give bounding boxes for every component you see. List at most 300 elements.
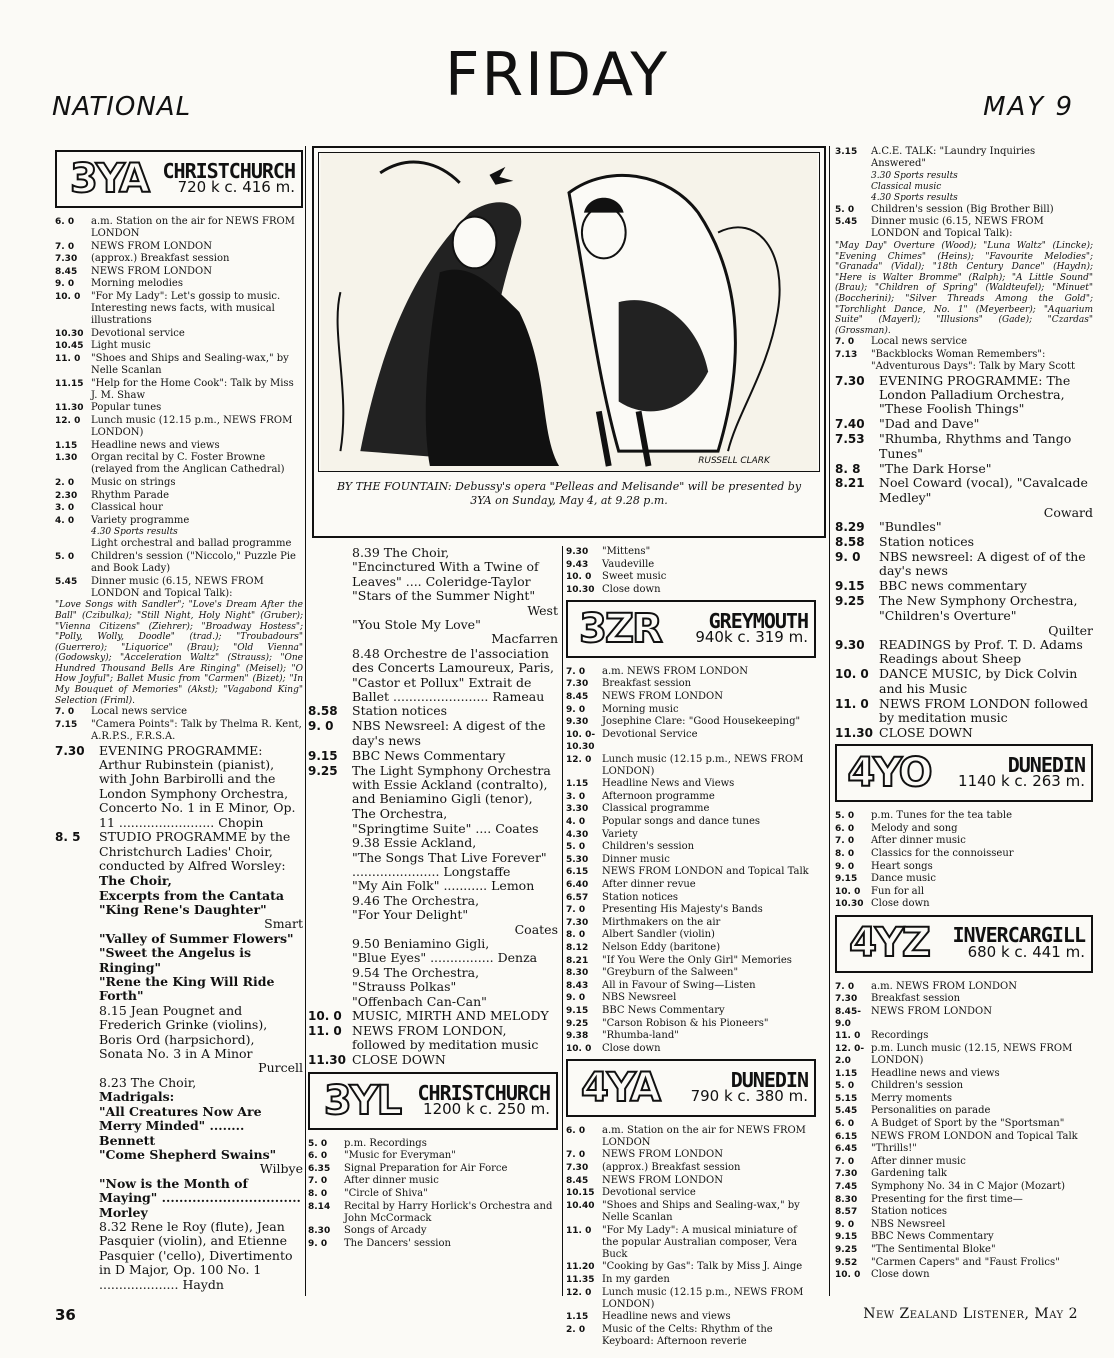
- entry-time: 11.30: [55, 403, 84, 414]
- entry-text: Devotional service: [91, 327, 185, 339]
- entry-time: 6. 0: [55, 217, 75, 227]
- entry-text: "Thrills!": [871, 1143, 917, 1155]
- schedule-entry: [566, 1149, 816, 1161]
- programme-item: Wilbye: [259, 1161, 303, 1177]
- station-frequency: 790 k c. 380 m.: [690, 1086, 808, 1105]
- fountain-drawing: [319, 153, 819, 471]
- schedule-entry: [835, 1168, 1093, 1180]
- entry-text: Dinner music: [602, 853, 670, 865]
- entry-time: 8.58: [308, 704, 338, 719]
- entry-time: 10.30: [566, 584, 595, 595]
- entry-text: A Budget of Sport by the "Sportsman": [871, 1118, 1065, 1130]
- schedule-entry: [566, 1125, 816, 1149]
- sub-entry: 3.30 Sports results: [871, 170, 958, 181]
- schedule-entry: [55, 353, 303, 377]
- entry-time: 11. 0: [566, 1225, 592, 1236]
- programme-item: "Sweet the Angelus is Ringing": [99, 945, 251, 975]
- programme-item: Coates: [514, 921, 558, 937]
- programme-item: "For Your Delight": [352, 907, 469, 923]
- schedule-entry: [835, 1030, 1093, 1042]
- schedule-entry: [566, 955, 816, 967]
- entry-time: 7.45: [835, 1182, 858, 1192]
- entry-text: NEWS FROM LONDON: [602, 691, 723, 703]
- entry-text: BBC News Commentary: [602, 1004, 725, 1016]
- schedule-entry: [566, 571, 816, 583]
- entry-time: 6. 0: [566, 1125, 586, 1136]
- entry-time: 7. 0: [566, 1150, 586, 1161]
- entry-time: 5. 0: [835, 204, 855, 215]
- schedule-entry: [835, 848, 1093, 860]
- entry-text: Close down: [602, 583, 661, 595]
- entry-time: 11. 0: [55, 354, 81, 365]
- schedule-entry: [566, 879, 816, 891]
- programme-item: "All Creatures Now Are Merry Minded" ........ Bennett: [99, 1103, 262, 1148]
- entry-text: The Dancers' session: [344, 1237, 451, 1249]
- entry-text: "Bundles": [879, 519, 942, 535]
- entry-text: Dinner music (6.15, NEWS FROM LONDON and Topical Talk):: [91, 575, 264, 599]
- programme-item: Purcell: [258, 1060, 303, 1076]
- entry-time: 7.30: [55, 743, 85, 758]
- programme-item: "Stars of the Summer Night": [352, 588, 536, 604]
- schedule-entry: [835, 667, 1093, 696]
- programme-item: "Come Shepherd Swains": [99, 1146, 277, 1162]
- schedule-entry: [55, 538, 303, 550]
- column-rule: [829, 146, 830, 1296]
- programme-item: 8.15 Jean Pougnet and Frederich Grinke (violins), Boris Ord (harpsichord),: [99, 1002, 268, 1047]
- entry-text: Variety: [602, 828, 638, 840]
- column-3ya-continued: [308, 546, 558, 1250]
- schedule-entry: [835, 993, 1093, 1005]
- entry-time: 8. 8: [835, 461, 861, 476]
- schedule-entry: [566, 546, 816, 558]
- entry-text: EVENING PROGRAMME: Arthur Rubinstein (pianist), with John Barbirolli and the London Symphony Orchestra, Concerto No. 1 in E Minor, Op. 11 ........................ Chopin: [99, 742, 296, 830]
- schedule-entry: [55, 241, 303, 253]
- entry-text: Devotional service: [602, 1187, 696, 1199]
- schedule-entry: [566, 854, 816, 866]
- entry-time: 10. 0: [835, 1270, 861, 1281]
- entry-text: After dinner music: [871, 835, 966, 847]
- entry-time: 5.45: [835, 217, 858, 228]
- schedule-entry: [835, 1131, 1093, 1143]
- schedule-entry: [566, 967, 816, 979]
- entry-text: CLOSE DOWN: [352, 1052, 446, 1068]
- entry-text: Recordings: [871, 1030, 929, 1042]
- composer-credit: Coward: [1043, 504, 1093, 520]
- schedule-entry: [835, 1006, 1093, 1030]
- entry-text: After dinner music: [344, 1175, 439, 1187]
- entry-text: NBS Newsreel: A digest of the day's news: [352, 718, 546, 748]
- schedule-entry: [308, 749, 558, 763]
- schedule-entry: [835, 861, 1093, 873]
- entry-text: Sweet music: [602, 571, 667, 583]
- entry-text: Station notices: [879, 534, 975, 550]
- schedule-entry: [835, 336, 1093, 348]
- schedule-entry: [566, 1005, 816, 1017]
- entry-text: Personalities on parade: [871, 1105, 991, 1117]
- schedule-entry: [835, 520, 1093, 534]
- entry-text: Popular songs and dance tunes: [602, 816, 761, 827]
- programme-item: 8.48 Orchestre de l'association des Concerts Lamoureux, Paris,: [352, 645, 554, 676]
- entry-text: The New Symphony Orchestra, "Children's Overture": [879, 593, 1078, 623]
- schedule-entry: [566, 841, 816, 853]
- schedule-entry: [308, 1225, 558, 1237]
- entry-text: After dinner music: [871, 1155, 966, 1167]
- schedule-entry: [566, 778, 816, 790]
- illustration-caption: BY THE FOUNTAIN: Debussy's opera "Pelleas and Melisande" will be presented by 3YA on Sunday, May 4, at 9.28 p.m.: [336, 480, 802, 507]
- entry-text: Headline news and views: [871, 1067, 1000, 1079]
- schedule-entry: [566, 559, 816, 571]
- entry-text: Heart songs: [871, 860, 933, 872]
- schedule-entry: [55, 576, 303, 600]
- entry-time: 9.25: [835, 1244, 858, 1255]
- entry-time: 11. 0: [835, 1031, 861, 1042]
- entry-time: 9.38: [566, 1031, 589, 1042]
- programme-item: West: [527, 602, 558, 618]
- entry-text: In my garden: [602, 1273, 670, 1285]
- schedule-entry: [835, 1244, 1093, 1256]
- entry-text: Mirthmakers on the air: [602, 916, 721, 928]
- sub-entry: 4.30 Sports results: [871, 192, 958, 203]
- station-frequency: 720 k c. 416 m.: [177, 178, 295, 196]
- entry-text: a.m. NEWS FROM LONDON: [602, 665, 748, 677]
- schedule-entry: [566, 1274, 816, 1286]
- schedule-entry: [835, 726, 1093, 740]
- entry-text: Children's session (Big Brother Bill): [871, 203, 1054, 215]
- schedule-entry: [55, 744, 303, 830]
- entry-time: 11.30: [308, 1053, 346, 1068]
- schedule-entry: [835, 417, 1093, 431]
- schedule-entry: [835, 374, 1093, 417]
- entry-text: "Carmen Capers" and "Faust Frolics": [871, 1256, 1060, 1268]
- entry-text: Signal Preparation for Air Force: [344, 1162, 508, 1174]
- entry-time: 6.40: [566, 879, 589, 890]
- entry-text: "Music for Everyman": [344, 1150, 456, 1162]
- entry-time: 7.53: [835, 432, 865, 447]
- entry-text: a.m. Station on the air for NEWS FROM LONDON: [91, 216, 295, 240]
- entry-time: 2. 0: [566, 1324, 586, 1335]
- entry-time: 9. 0: [835, 861, 855, 872]
- entry-text: Rhythm Parade: [91, 489, 170, 501]
- programme-item: The Orchestra,: [352, 806, 448, 822]
- entry-text: "For My Lady": Let's gossip to music. Interesting news facts, with musical illustrations: [91, 291, 281, 327]
- entry-time: 6.15: [835, 1131, 858, 1142]
- schedule-entry: [566, 1200, 816, 1224]
- schedule-entry: [566, 704, 816, 716]
- programme-item: "Castor et Pollux" Extrait de Ballet ........................ Rameau: [352, 674, 545, 705]
- entry-text: Lunch music (12.15 p.m., NEWS FROM LONDON): [91, 415, 293, 439]
- programme-item: "The Songs That Live Forever" ...................... Longstaffe: [352, 849, 547, 879]
- entry-time: 12. 0: [55, 416, 81, 426]
- entry-time: 9.30: [566, 547, 589, 557]
- entry-time: 5.45: [55, 576, 78, 587]
- entry-time: 3.15: [835, 147, 858, 157]
- schedule-entry: [566, 729, 816, 753]
- schedule-entry: [566, 803, 816, 815]
- entry-text: Classical hour: [91, 502, 163, 514]
- entry-text: Local news service: [91, 706, 188, 718]
- schedule-entry: [835, 898, 1093, 910]
- entry-time: 7.15: [55, 719, 78, 730]
- schedule-entry: [308, 1138, 558, 1150]
- entry-time: 6.15: [566, 867, 589, 878]
- entry-text: NBS newsreel: A digest of of the day's news: [879, 548, 1086, 579]
- entry-text: Station notices: [602, 891, 679, 903]
- entry-time: 9.43: [566, 559, 589, 570]
- programme-item: Sonata No. 3 in A Minor: [99, 1046, 253, 1062]
- entry-text: All in Favour of Swing—Listen: [602, 979, 756, 991]
- entry-time: 8.14: [308, 1201, 331, 1212]
- schedule-entry: [566, 1175, 816, 1187]
- schedule-entry: [308, 1163, 558, 1175]
- entry-time: 7.30: [566, 679, 589, 690]
- entry-text: Classics for the connoisseur: [871, 848, 1014, 860]
- station-city: CHRISTCHURCH: [162, 158, 295, 183]
- entry-text: Station notices: [871, 1206, 948, 1218]
- entry-text: BBC News Commentary: [871, 1231, 994, 1243]
- illustration-box: [312, 146, 826, 538]
- entry-text: "Rhumba, Rhythms and Tango Tunes": [879, 431, 1072, 461]
- entry-text: Children's session: [602, 841, 695, 853]
- entry-time: 10.30: [55, 328, 84, 339]
- entry-time: 8.21: [566, 955, 589, 966]
- schedule-entry: [55, 291, 303, 327]
- schedule-entry: [308, 1188, 558, 1200]
- entry-time: 7. 0: [835, 337, 855, 348]
- entry-text: The Light Symphony Orchestra with Essie Ackland (contralto), and Beniamino Gigli (tenor),: [352, 762, 551, 807]
- entry-text: "Rhumba-land": [602, 1030, 679, 1042]
- station-city: CHRISTCHURCH: [417, 1080, 550, 1105]
- schedule-entry: [835, 579, 1093, 593]
- schedule-entry: [835, 204, 1093, 216]
- schedule-entry: [835, 1194, 1093, 1206]
- station-callsign: 4YA: [581, 1064, 659, 1111]
- entry-time: 1.30: [55, 453, 78, 464]
- schedule-entry: [308, 1238, 558, 1250]
- header-section: NATIONAL: [52, 92, 192, 122]
- schedule-entry: [835, 1219, 1093, 1231]
- entry-time: 7. 0: [55, 707, 75, 718]
- entry-time: 7.30: [835, 373, 865, 388]
- entry-time: 9.15: [835, 579, 865, 594]
- entry-text: Morning music: [602, 703, 679, 715]
- entry-text: NBS Newsreel: [871, 1218, 946, 1230]
- schedule-entry: [308, 1201, 558, 1225]
- entry-text: NEWS FROM LONDON, followed by meditation music: [352, 1022, 539, 1053]
- entry-time: 8.30: [308, 1226, 331, 1237]
- entry-time: 10.15: [566, 1188, 595, 1199]
- station-city: INVERCARGILL: [952, 923, 1085, 948]
- schedule-entry: [55, 551, 303, 575]
- entry-time: 9. 0: [566, 993, 586, 1004]
- schedule-entry: [566, 1287, 816, 1311]
- publication-footer: New Zealand Listener, May 2: [863, 1306, 1078, 1322]
- entry-time: 8.29: [835, 520, 865, 535]
- entry-time: 10. 0: [566, 572, 592, 583]
- station-banner-3yl: [308, 1072, 558, 1130]
- entry-time: 5.15: [835, 1093, 858, 1104]
- schedule-entry: [566, 992, 816, 1004]
- schedule-entry: [55, 830, 303, 873]
- entry-text: NEWS FROM LONDON followed by meditation music: [879, 695, 1088, 725]
- entry-text: Presenting His Majesty's Bands: [602, 904, 763, 916]
- schedule-entry: [55, 502, 303, 514]
- schedule-entry: [55, 477, 303, 489]
- entry-text: Headline news and views: [602, 1311, 731, 1323]
- entry-text: Close down: [871, 1269, 930, 1281]
- schedule-entry: [835, 349, 1093, 373]
- schedule-entry: [835, 1257, 1093, 1269]
- column-rule: [305, 146, 306, 1296]
- schedule-entry: [566, 1311, 816, 1323]
- entry-text: Classical programme: [602, 803, 710, 815]
- schedule-entry: [566, 904, 816, 916]
- entry-time: 3.30: [566, 804, 589, 815]
- header-day: FRIDAY: [444, 40, 670, 110]
- entry-time: 5. 0: [835, 1081, 855, 1092]
- entry-time: 11.15: [55, 378, 84, 389]
- entry-text: Breakfast session: [602, 678, 692, 690]
- entry-time: 10. 0: [835, 886, 861, 897]
- entry-time: 6. 0: [835, 1119, 855, 1130]
- entry-time: 3. 0: [55, 503, 75, 514]
- schedule-entry: [55, 440, 303, 452]
- entry-time: 9. 0: [55, 279, 75, 290]
- entry-text: Nelson Eddy (baritone): [602, 941, 721, 953]
- entry-text: BBC news commentary: [879, 578, 1027, 594]
- entry-text: Presenting for the first time—: [871, 1193, 1023, 1205]
- artist-signature: RUSSELL CLARK: [698, 456, 770, 467]
- programme-item: "Valley of Summer Flowers": [99, 930, 294, 946]
- schedule-entry: [835, 1093, 1093, 1105]
- entry-time: 8.58: [835, 535, 865, 550]
- programme-item: The Choir,: [99, 873, 172, 889]
- entry-text: "For My Lady": A musical miniature of the popular Australian composer, Vera Buck: [602, 1224, 798, 1260]
- entry-text: p.m. Tunes for the tea table: [871, 810, 1013, 822]
- schedule-entry: [308, 1009, 558, 1023]
- entry-time: 8.45-9.0: [835, 1006, 861, 1029]
- entry-text: (approx.) Breakfast session: [91, 253, 230, 265]
- station-frequency: 680 k c. 441 m.: [967, 942, 1085, 961]
- schedule-entry: [835, 550, 1093, 579]
- programme-item: Macfarren: [491, 631, 558, 647]
- entry-time: 8.45: [55, 266, 78, 277]
- entry-time: 8.57: [835, 1207, 858, 1218]
- station-banner-3ya: [55, 150, 303, 208]
- programme-item: 9.46 The Orchestra,: [352, 892, 480, 908]
- entry-text: "Greyburn of the Salween": [602, 967, 739, 979]
- entry-time: 7. 0: [55, 241, 75, 252]
- dinner-music-list: "May Day" Overture (Wood); "Luna Waltz" (Lincke); "Evening Chimes" (Heins); "Favourite Melodies"; "Granada" (Vidal); "18th Century Dance" (Haydn); "Here is Walter Bromme" (Ralph); "A Little Sound" (Brau); "Children of Spring" (Waldteufel); "Minuet" (Boccherini); "Silver Threads Among the Gold"; "Torchlight Dance, No. 1" (Meyerbeer); "Aquarium Suite" (Mayerl); "Illusions" (Gade); "Czardas" (Grossman).: [835, 240, 1093, 336]
- column-rule: [562, 546, 563, 1296]
- entry-time: 9.15: [566, 1005, 589, 1016]
- station-city: GREYMOUTH: [708, 608, 808, 633]
- entry-text: Vaudeville: [602, 558, 655, 570]
- schedule-entry: [566, 791, 816, 803]
- schedule-entry: [835, 1043, 1093, 1067]
- entry-time: 8.21: [835, 476, 865, 491]
- entry-text: NEWS FROM LONDON: [602, 1149, 723, 1161]
- entry-text: A.C.E. TALK: "Laundry Inquiries Answered": [871, 146, 1036, 170]
- entry-time: 11.20: [566, 1262, 595, 1273]
- entry-time: 5. 0: [55, 551, 75, 562]
- entry-text: Light music: [91, 340, 151, 352]
- schedule-entry: [835, 886, 1093, 898]
- entry-time: 11. 0: [308, 1023, 342, 1038]
- schedule-entry: [308, 764, 558, 807]
- schedule-entry: [308, 704, 558, 718]
- schedule-entry: [835, 1269, 1093, 1281]
- column-3ya: [55, 146, 303, 1292]
- schedule-entry: [566, 816, 816, 828]
- entry-text: STUDIO PROGRAMME by the Christchurch Ladies' Choir, conducted by Alfred Worsley:: [99, 829, 291, 874]
- entry-time: 8. 0: [566, 930, 586, 941]
- schedule-entry: [566, 929, 816, 941]
- entry-time: 9.25: [308, 763, 338, 778]
- programme-item: 9.50 Beniamino Gigli,: [352, 935, 490, 951]
- programme-item: 8.39 The Choir,: [352, 545, 450, 560]
- schedule-entry: [55, 278, 303, 290]
- entry-text: "Help for the Home Cook": Talk by Miss J. M. Shaw: [91, 377, 294, 401]
- schedule-entry: [566, 1162, 816, 1174]
- entry-time: 9.30: [835, 637, 865, 652]
- entry-time: 1.15: [566, 779, 589, 790]
- entry-text: "The Dark Horse": [879, 460, 992, 476]
- entry-time: [55, 538, 91, 550]
- schedule-entry: [835, 1143, 1093, 1155]
- entry-time: 8.30: [566, 968, 589, 979]
- entry-text: "The Sentimental Bloke": [871, 1243, 996, 1255]
- schedule-entry: [835, 535, 1093, 549]
- schedule-entry: [308, 1175, 558, 1187]
- entry-time: 6.45: [835, 1144, 858, 1155]
- entry-time: 7.30: [835, 994, 858, 1005]
- entry-time: 10. 0: [566, 1043, 592, 1054]
- entry-text: CLOSE DOWN: [879, 724, 973, 740]
- sub-entry: 4.30 Sports results: [91, 527, 178, 538]
- entry-text: Organ recital by C. Foster Browne (relayed from the Anglican Cathedral): [91, 452, 285, 476]
- schedule-entry: [835, 981, 1093, 993]
- entry-time: 9.15: [835, 1232, 858, 1243]
- schedule-entry: [55, 340, 303, 352]
- schedule-entry: [835, 146, 1093, 170]
- entry-time: 3. 0: [566, 791, 586, 802]
- schedule-entry: [566, 1030, 816, 1042]
- entry-text: NEWS FROM LONDON: [871, 1005, 992, 1017]
- schedule-entry: [55, 378, 303, 402]
- entry-time: 1.15: [55, 440, 78, 451]
- programme-item: 8.23 The Choir,: [99, 1074, 197, 1090]
- entry-text: NEWS FROM LONDON: [91, 240, 212, 252]
- entry-time: 11.35: [566, 1274, 595, 1285]
- schedule-entry: [835, 432, 1093, 461]
- entry-time: 11. 0: [835, 696, 869, 711]
- schedule-entry: [566, 716, 816, 728]
- programme-item: "Encinctured With a Twine of Leaves" .... Coleridge-Taylor: [352, 559, 539, 589]
- entry-time: 11.30: [835, 725, 873, 740]
- schedule-entry: [55, 515, 303, 527]
- schedule-entry: [835, 697, 1093, 726]
- entry-time: 7. 0: [835, 981, 855, 992]
- entry-time: 8.30: [835, 1194, 858, 1205]
- schedule-entry: [835, 873, 1093, 885]
- entry-text: DANCE MUSIC, by Dick Colvin and his Music: [879, 666, 1078, 696]
- entry-text: NBS Newsreel: [602, 992, 677, 1004]
- schedule-entry: [566, 1225, 816, 1261]
- composer-credit: Quilter: [1048, 622, 1093, 638]
- entry-time: 7. 0: [566, 905, 586, 916]
- entry-time: 5.30: [566, 854, 589, 865]
- entry-text: (approx.) Breakfast session: [602, 1162, 741, 1174]
